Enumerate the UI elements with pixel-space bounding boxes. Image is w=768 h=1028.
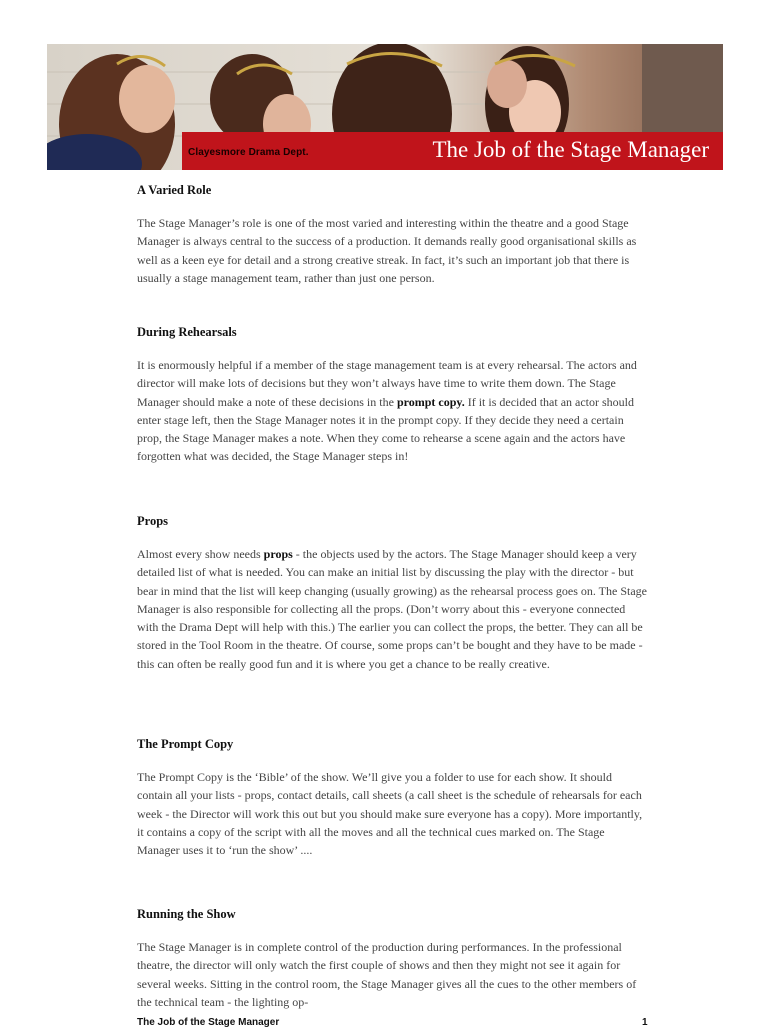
- section-paragraph: [137, 356, 649, 466]
- header-banner: [47, 44, 723, 170]
- section-varied-role: [137, 183, 649, 287]
- paragraph-text: Almost every show needs: [137, 547, 264, 561]
- section-paragraph: [137, 768, 649, 859]
- paragraph-text: It is enormously helpful if a member of the stage management team is at every rehearsal. The actors and director will make lots of decisions but they won’t always have time to write them down. The Stage Manager should make a note of these decisions in the: [137, 358, 637, 409]
- paragraph-text: - the objects used by the actors. The Stage Manager should keep a very detailed list of what is needed. You can make an initial list by discussing the play with the director - but bear in mind that the list will keep changing (usually growing) as the rehearsal process goes on. The Stage Manager is also responsible for collecting all the props. (Don’t worry about this - everyone connected with the Drama Dept will help with this.) The earlier you can collect the props, the better. They can all be stored in the Tool Room in the theatre. Of course, some props can’t be bought and they have to be made - this can often be really good fun and it is where you get a chance to be really creative.: [137, 547, 647, 671]
- section-heading: A Varied Role: [137, 183, 212, 197]
- section-prompt-copy: [137, 737, 649, 859]
- section-running-the-show: [137, 907, 649, 1011]
- paragraph-text: The Stage Manager is in complete control of the production during performances. In the professional theatre, the director will only watch the first couple of shows and then they might not see it again for several weeks. Sitting in the control room, the Stage Manager gives all the cues to the other members of the technical team - the lighting op-: [137, 940, 637, 1009]
- section-paragraph: [137, 938, 649, 1011]
- section-props: [137, 514, 649, 673]
- title-bar: [182, 132, 723, 170]
- paragraph-text: The Prompt Copy is the ‘Bible’ of the show. We’ll give you a folder to use for each show. It should contain all your lists - props, contact details, call sheets (a call sheet is the schedule of rehearsals for each week - the Director will work this out but you should make sure everyone has a copy). More importantly, it contains a copy of the script with all the moves and all the technical cues marked on. The Stage Manager uses it to ‘run the show’ ....: [137, 770, 643, 858]
- page-number: 1: [642, 1017, 648, 1028]
- footer-title: The Job of the Stage Manager: [137, 1017, 280, 1028]
- department-label: Clayesmore Drama Dept.: [188, 147, 309, 158]
- bold-term: props: [263, 547, 293, 561]
- section-paragraph: [137, 545, 649, 673]
- document-title: The Job of the Stage Manager: [432, 137, 709, 162]
- paragraph-text: The Stage Manager’s role is one of the most varied and interesting within the theatre and a good Stage Manager is always central to the success of a production. It demands really good organisational skills as well as a keen eye for detail and a strong creative streak. In fact, it’s such an important job that there is usually a stage management team, rather than just one person.: [137, 216, 637, 285]
- section-heading: Props: [137, 514, 169, 528]
- section-paragraph: [137, 214, 649, 287]
- paragraph-text: If it is decided that an actor should enter stage left, then the Stage Manager notes it in the prompt copy. If they decide they need a certain prop, the Stage Manager makes a note. When they come to rehearse a scene again and the actors have forgotten what was decided, the Stage Manager steps in!: [137, 394, 635, 464]
- bold-term: prompt copy.: [396, 394, 465, 409]
- section-heading: The Prompt Copy: [137, 737, 234, 751]
- section-during-rehearsals: [137, 325, 649, 466]
- section-heading: During Rehearsals: [137, 325, 237, 339]
- section-heading: Running the Show: [137, 907, 236, 921]
